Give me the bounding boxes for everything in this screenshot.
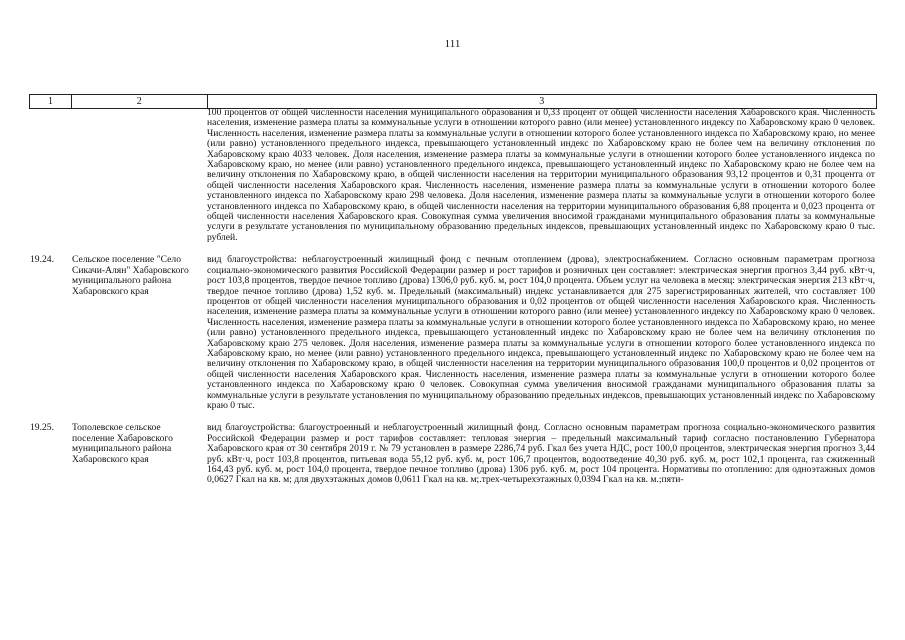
table-row [29,255,877,411]
row-description: вид благоустройства: неблагоустроенный жилищный фонд с печным отоплением (дрова), электроснабжением. Согласно основным параметрам прогноза социально-экономического развития Российской Федерации размер и рост тарифов и розничных цен составляет: электрическая энергия прогноз 3,44 руб. кВт·ч, рост 103,8 процентов, твердое печное топливо (дрова) 1306,0 руб. куб. м, рост 104,0 процента. Объем услуг на человека в месяц: электрическая энергия 213 кВт·ч, твердое печное топливо (дрова) 1,52 куб. м. Предельный (максимальный) индекс устанавливается для 275 зарегистрированных жителей, что составляет 100 процентов от общей численности населения муниципального образования и 0,02 процентов от общей численности населения Хабаровского края. Численность населения, изменение размера платы за коммунальные услуги в отношении которого равно (или менее) установленного индексу по Хабаровскому краю 0 человек. Численность населения, изменение размера платы за коммунальные услуги в отношении которого более установленного индекса по Хабаровскому краю, но менее (или равно) установленного предельного индекса, превышающего установленный индекс по Хабаровскому краю не более чем на величину отклонения по Хабаровскому краю 275 человек. Доля населения, изменение размера платы за коммунальные услуги в отношении которого более установленного индекса по Хабаровскому краю, но менее (или равно) установленного предельного индекса, превышающего установленный индекс по Хабаровскому краю не более чем на величину отклонения по Хабаровскому краю, в общей численности населения на территории муниципального образования 100,0 процентов и 0,02 процентов от общей численности населения Хабаровского края. Численность населения, изменение размера платы за коммунальные услуги в отношении которого более установленного индекса по Хабаровскому краю 0 человек. Совокупная сумма увеличения вносимой гражданами муниципального образования платы за коммунальные услуги в результате установления по муниципальному образованию предельных индексов, превышающих установленный индекс по Хабаровскому краю 0 тыс. [207,254,875,411]
row-municipality: Тополевское сельское поселение Хабаровского муниципального района Хабаровского края [72,422,173,465]
header-col-2: 2 [72,95,208,108]
row-municipality: Сельское поселение "Село Сикачи-Алян" Хабаровского муниципального района Хабаровского края [72,254,189,297]
table-row [29,423,877,485]
row-municipality [71,109,207,243]
header-col-1: 1 [30,95,72,108]
header-col-3: 3 [539,96,545,107]
row-number [29,109,71,243]
table-row [29,109,877,243]
data-table [29,94,877,486]
row-number: 19.25. [30,422,54,434]
page-number: 111 [444,38,461,50]
row-description: вид благоустройства: благоустроенный и неблагоустроенный жилищный фонд. Согласно основным параметрам прогноза социально-экономического развития Российской Федерации размер и рост тарифов составляет: тепловая энергия – предельный максимальный тариф согласно постановлению Губернатора Хабаровского края от 30 сентября 2019 г. № 79 установлен в размере 2286,74 руб. Гкал без учета НДС, рост 100,0 процентов, электрическая энергия прогноз 3,44 руб. кВт·ч, рост 103,8 процентов, питьевая вода 55,12 руб. куб. м, рост 106,7 процентов, водоотведение 40,30 руб. куб. м, рост 102,1 процента, газ сжиженный 164,43 руб. куб. м, рост 104,0 процента, твердое печное топливо (дрова) 1306 руб. куб. м, рост 104 процента. Нормативы по отоплению: для одноэтажных домов 0,0627 Гкал на кв. м; для двухэтажных домов 0,0611 Гкал на кв. м;.трех-четырехэтажных 0,0394 Гкал на кв. м.;пяти- [207,422,875,486]
row-description: 100 процентов от общей численности населения муниципального образования и 0,33 процент от общей численности населения Хабаровского края. Численность населения, изменение размера платы за коммунальные услуги в отношении которого равно (или менее) установленного индексу по Хабаровскому краю 0 человек. Численность населения, изменение размера платы за коммунальные услуги в отношении которого более установленного индекса по Хабаровскому краю, но менее (или равно) установленного предельного индекса, превышающего установленный индекс по Хабаровскому краю не более чем на величину отклонения по Хабаровскому краю 4033 человек. Доля населения, изменение размера платы за коммунальные услуги в отношении которого более установленного индекса по Хабаровскому краю, но менее (или равно) установленного предельного индекса, превышающего установленный индекс по Хабаровскому краю не более чем на величину отклонения по Хабаровскому краю, в общей численности населения на территории муниципального образования 93,12 процентов и 0,31 процента от общей численности населения Хабаровского края. Численность населения, изменение размера платы за коммунальные услуги в отношении которого более установленного индекса по Хабаровскому краю 298 человека. Доля населения, изменение размера платы за коммунальные услуги в отношении которого более установленного индекса по Хабаровскому краю, в общей численности населения на территории муниципального образования 6,88 процента и 0,023 процента от общей численности населения Хабаровского края. Совокупная сумма увеличения вносимой гражданами муниципального образования платы за коммунальные услуги в результате установления по муниципальному образованию предельных индексов, превышающих установленный индекс по Хабаровскому краю 0 тыс. рублей. [207,107,875,243]
row-number: 19.24. [30,254,54,266]
